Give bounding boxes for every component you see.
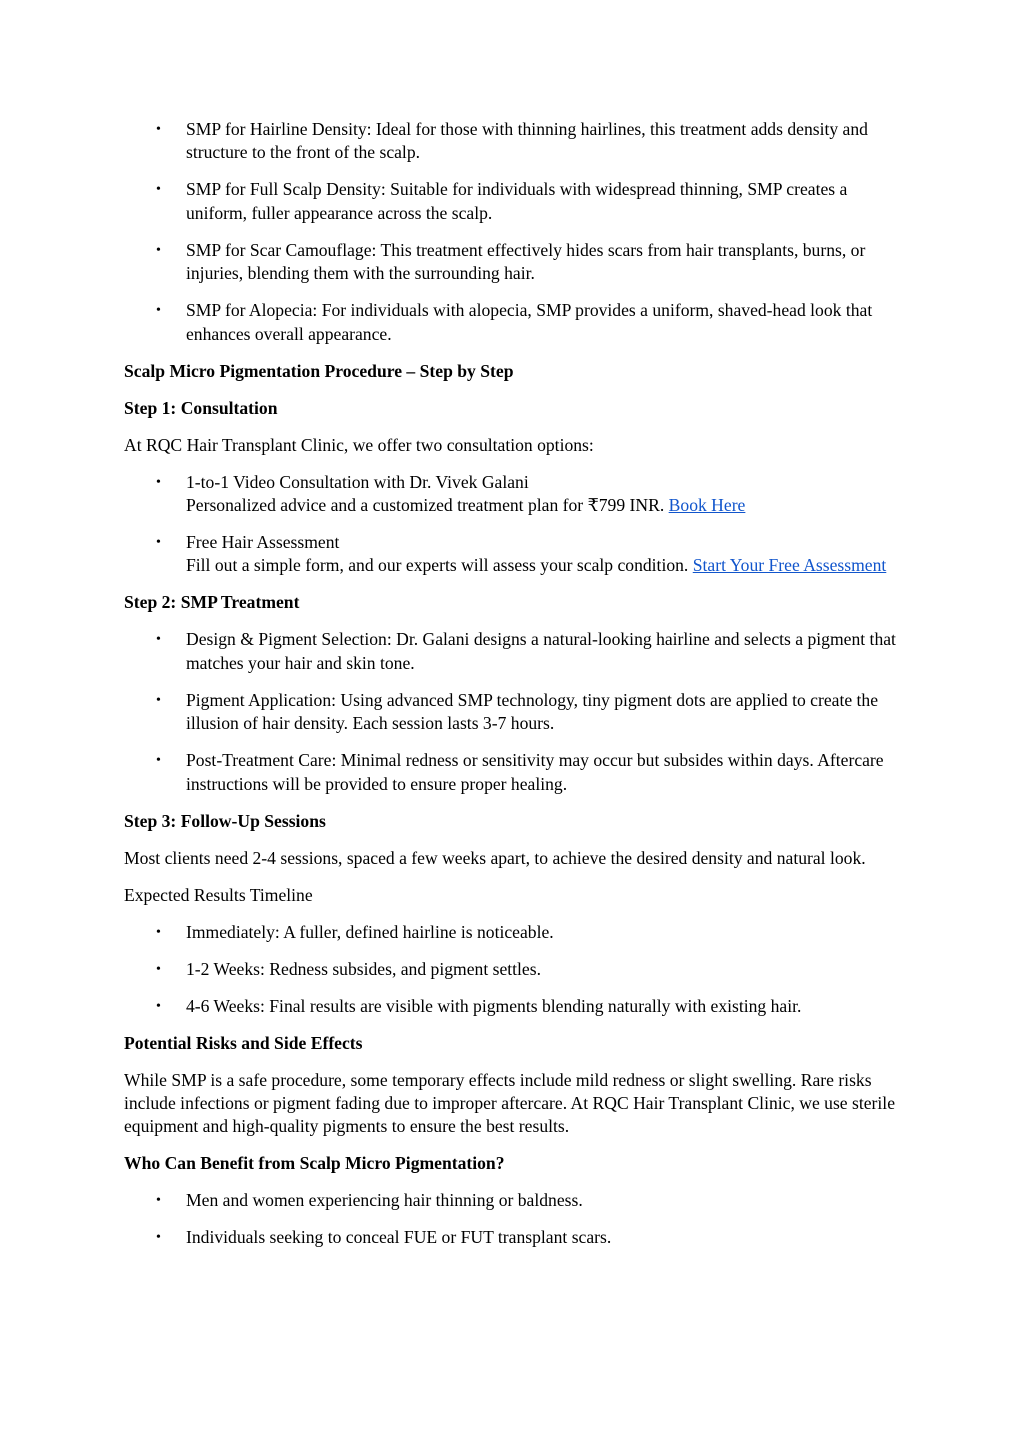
list-item	[124, 239, 904, 286]
smp-types-list	[124, 118, 904, 346]
list-item	[124, 531, 904, 578]
bullet-icon: •	[156, 692, 161, 708]
list-item	[124, 1189, 904, 1212]
list-item	[124, 299, 904, 346]
bullet-icon: •	[156, 998, 161, 1014]
list-item-text: Men and women experiencing hair thinning or baldness.	[186, 1190, 583, 1211]
step1-heading: Step 1: Consultation	[124, 397, 278, 418]
step2-list	[124, 628, 904, 796]
list-item	[124, 958, 904, 981]
list-item	[124, 471, 904, 518]
bullet-icon: •	[156, 535, 161, 551]
bullet-icon: •	[156, 753, 161, 769]
list-item	[124, 995, 904, 1018]
risks-heading: Potential Risks and Side Effects	[124, 1032, 363, 1053]
step3-heading: Step 3: Follow-Up Sessions	[124, 810, 326, 831]
bullet-icon: •	[156, 122, 161, 137]
procedure-heading: Scalp Micro Pigmentation Procedure – Step by Step	[124, 360, 514, 381]
bullet-icon: •	[156, 924, 161, 940]
benefit-heading: Who Can Benefit from Scalp Micro Pigmentation?	[124, 1153, 505, 1174]
start-free-assessment-link[interactable]: Start Your Free Assessment	[692, 555, 887, 576]
list-item	[124, 749, 904, 796]
timeline-heading: Expected Results Timeline	[124, 884, 313, 905]
bullet-icon: •	[156, 632, 161, 648]
bullet-icon: •	[156, 182, 161, 198]
step2-heading: Step 2: SMP Treatment	[124, 592, 300, 613]
list-item	[124, 921, 904, 944]
list-item-text: Immediately: A fuller, defined hairline is noticeable.	[186, 921, 554, 942]
book-here-link[interactable]: Book Here	[668, 495, 746, 516]
list-item	[124, 118, 904, 165]
list-item-text: SMP for Full Scalp Density: Suitable for individuals with widespread thinning, SMP creates a uniform, fuller appearance across the scalp.	[186, 179, 848, 223]
bullet-icon: •	[156, 474, 161, 490]
list-item	[124, 628, 904, 675]
list-item-text: 4-6 Weeks: Final results are visible with pigments blending naturally with existing hair.	[186, 995, 802, 1016]
list-item-text: Pigment Application: Using advanced SMP technology, tiny pigment dots are applied to create the illusion of hair density. Each session lasts 3-7 hours.	[186, 689, 879, 734]
option-title: 1-to-1 Video Consultation with Dr. Vivek Galani	[186, 471, 529, 492]
step3-text: Most clients need 2-4 sessions, spaced a few weeks apart, to achieve the desired density and natural look.	[124, 847, 866, 868]
bullet-icon: •	[156, 1193, 161, 1209]
document-page	[124, 118, 904, 1263]
list-item-text: SMP for Scar Camouflage: This treatment effectively hides scars from hair transplants, burns, or injuries, blending them with the surrounding hair.	[186, 239, 866, 284]
list-item-text: 1-2 Weeks: Redness subsides, and pigment settles.	[186, 958, 541, 979]
list-item-text: SMP for Hairline Density: Ideal for those with thinning hairlines, this treatment adds density and structure to the front of the scalp.	[186, 119, 868, 163]
list-item-text: Design & Pigment Selection: Dr. Galani designs a natural-looking hairline and selects a pigment that matches your hair and skin tone.	[186, 629, 896, 673]
list-item-text: Individuals seeking to conceal FUE or FUT transplant scars.	[186, 1227, 612, 1248]
step1-intro: At RQC Hair Transplant Clinic, we offer two consultation options:	[124, 434, 594, 455]
bullet-icon: •	[156, 1230, 161, 1246]
list-item	[124, 1226, 904, 1249]
option-description: Personalized advice and a customized treatment plan for ₹799 INR.	[186, 495, 665, 516]
list-item	[124, 689, 904, 736]
bullet-icon: •	[156, 961, 161, 977]
bullet-icon: •	[156, 303, 161, 319]
list-item	[124, 178, 904, 225]
consultation-options-list	[124, 471, 904, 578]
list-item-text: Post-Treatment Care: Minimal redness or sensitivity may occur but subsides within days. Aftercare instructions will be provided to ensure proper healing.	[186, 750, 884, 794]
list-item-text: SMP for Alopecia: For individuals with alopecia, SMP provides a uniform, shaved-head look that enhances overall appearance.	[186, 300, 873, 344]
timeline-list	[124, 921, 904, 1018]
bullet-icon: •	[156, 242, 161, 258]
option-title: Free Hair Assessment	[186, 532, 340, 553]
benefit-list	[124, 1189, 904, 1249]
risks-text: While SMP is a safe procedure, some temporary effects include mild redness or slight swelling. Rare risks include infections or pigment fading due to improper aftercare. At RQC Hair Transplant Clinic, we use sterile equipment and high-quality pigments to ensure the best results.	[124, 1069, 896, 1137]
option-description: Fill out a simple form, and our experts will assess your scalp condition.	[186, 555, 689, 576]
